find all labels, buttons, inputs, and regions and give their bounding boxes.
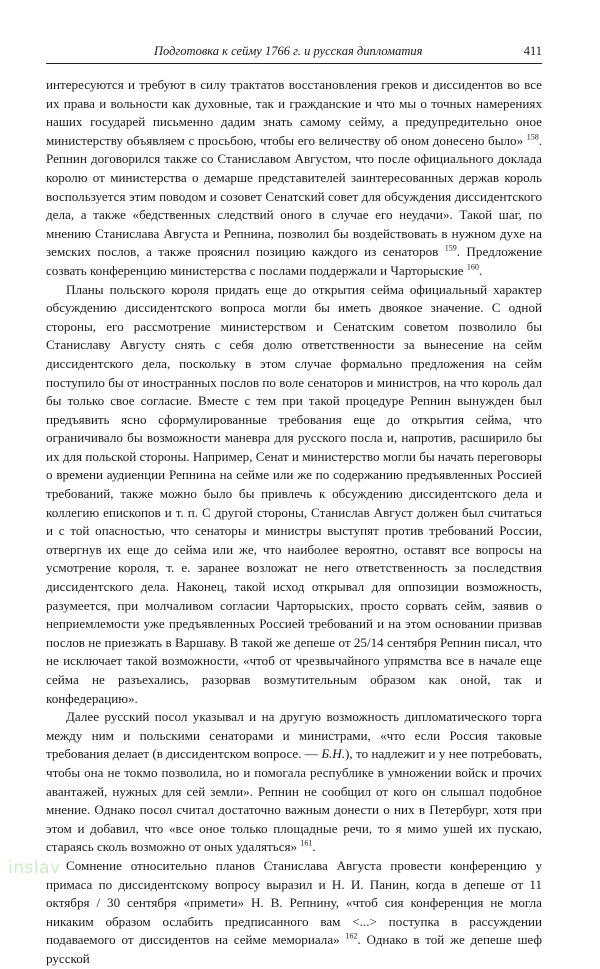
page-number: 411 [523, 44, 542, 58]
body-text [46, 76, 542, 969]
footnote-ref: 162 [345, 931, 358, 941]
text-run: Сомнение относительно планов Станислава Августа провести конференцию у примаса по диссидентскому вопросу выразил и Н. И. Панин, когда в депеше от 11 октября / 30 сентября «примети» Н. В. Репнину, «чтоб сия конференция не могла никаким образом ослабить предписанного вам <...> поступка в рассуждении подаваемого от диссидентов на сейме мемориала» [46, 857, 542, 948]
running-title: Подготовка к сейму 1766 г. и русская дипломатия [154, 44, 423, 58]
paragraph [46, 708, 542, 857]
footnote-ref: 160 [466, 262, 479, 272]
text-run: Далее русский посол указывал и на другую возможность дипломатического торга между ним и польскими сенаторами и министрами, «что если Россия таковые требования делает (в диссидентском вопросе. — [46, 709, 542, 762]
running-header [46, 42, 542, 60]
header-rule [46, 63, 542, 64]
footnote-ref: 158 [526, 132, 539, 142]
text-run: Планы польского короля придать еще до открытия сейма официальный характер обсуждению диссидентского вопроса могли бы иметь двоякое значение. С одной стороны, его рассмотрение министерством и Сенатским советом позволило бы Станиславу Августу снять с себя долю ответственности за вынесение на сейм диссидентского дела, поскольку в этом случае формально предложения на сейм поступило бы от иностранных послов по воле сенаторов и министров, на что король дал бы только свое согласие. Вместе с тем при такой процедуре Репнин вынужден был предъявить ясно сформулированные требования еще до открытия сейма, что ограничивало бы возможности маневра для русского посла и, напротив, расширило бы их для польской стороны. Например, Сенат и министерство могли бы начать переговоры о времени аудиенции Репнина на сейме или же по содержанию предъявленных Россией требований, также можно было бы привлечь к обсуждению диссидентского дела и коллегию епископов и т. п. С другой стороны, Станислав Август должен был считаться и с той опасностью, что сенаторы и министры выступят против требований России, отвергнув их еще до сейма или же, что наиболее вероятно, оставят все вопросы на усмотрение короля, т. е. заранее возложат не него ответственность за последствия диссидентского дела. Наконец, такой исход открывал для оппозиции возможность, разумеется, при молчаливом согласии Чарторыских, просто сорвать сейм, заявив о неприемлемости уже предъявленных Россией требований и на этом основании призвав послов не приезжать в Варшаву. В такой же депеше от 25/14 сентября Репнин писал, что не исключает такой возможности, «чтоб от чрезвычайного упрямства все в начале еще сейма не разъехались, разорвав возмутительным образом как оной, так и конфедерацию». [46, 281, 543, 706]
footnote-ref: 161 [300, 838, 313, 848]
paragraph [46, 76, 542, 281]
text-run: интересуются и требуют в силу трактатов восстановления греков и диссидентов во все их права и вольности как духовные, так и гражданские и что мы о точных намерениях наших государей письменно дадим знать самому сейму, а предупредительно оное министерству объявляем с просьбою, чтобы его величеству об оном донесено было» [46, 77, 542, 148]
paragraph [46, 281, 542, 709]
watermark: inslav [8, 858, 61, 878]
text-run: . [478, 262, 483, 278]
text-run: ), то надлежит и у нее потребовать, чтобы она не токмо позволила, но и помогала республике в умножении войск и прочих авантажей, нужных для сей земли». Репнин не сообщил от кого он слышал подобное мнение. Однако посол считал достаточно важным донести о них в Петербург, хотя при этом и добавил, что «все оное только площадные речи, то я мимо ушей их пускаю, стараясь сколь возможно от оных удаляться» [46, 746, 542, 855]
text-run: . Репнин договорился также со Станиславом Августом, что после официального доклада королю от министерства о демарше представителей заинтересованных держав король воспользуется этим поводом и созовет Сенатский совет для обсуждения диссидентского дела, а также «бедственных следствий оного в случае его неудачи». Такой шаг, по мнению Станислава Августа и Репнина, позволил бы воздействовать в нужном духе на земских послов, а также прояснил позицию каждого из сенаторов [46, 132, 542, 260]
footnote-ref: 159 [444, 243, 457, 253]
text-run: . Предложение созвать конференцию министерства с послами поддержали и Чарторыские [46, 244, 543, 278]
text-run: . [312, 839, 316, 855]
paragraph [46, 857, 542, 969]
text-run: . Однако в той же депеше шеф русской [46, 932, 543, 966]
author-initials: Б.Н. [321, 746, 346, 762]
